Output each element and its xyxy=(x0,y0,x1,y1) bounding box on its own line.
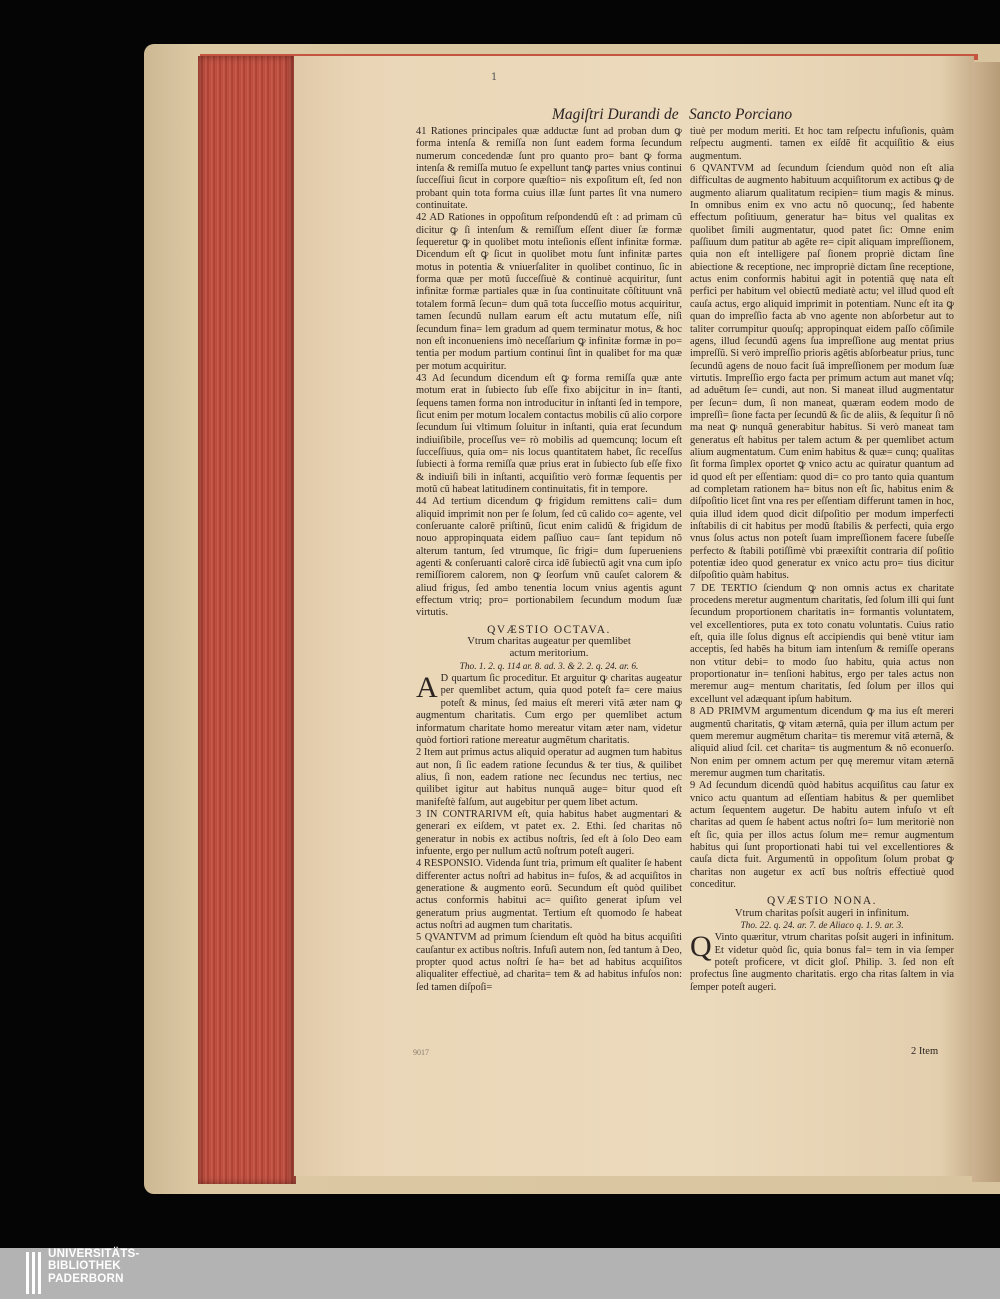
paragraph-43: 43 Ad ſecundum dicendum eſt ꝙ forma remiſſa quæ ante motum erat in ſubiecto ſub eſſe fixo abijcitur in in= ſtanti, ſequens tamen forma non introducitur in inſtanti ſed in tempore, ſicut enim per motum localem contactus mobilis cũ alio corpore ſecundum ſui vltimum ſoluitur in inſtanti, quia erat ſecundum indiuiſibile, proceſſus ve= rò mobilis ad quemcunq; locum eſt ſucceſſiuus, quia om= nis locus quantitatem habet, ſic receſſus ſubiecti à forma remiſſa quæ prius erat in ſubiecto ſub eſſe fixo & indiuiſi bili in inſtanti, acquiſitio verò formæ ſequentis per motũ cũ habeat latitudinem continuitatis, fit in tempore. xyxy=(416,372,682,495)
question-body: Q Vinto quæritur, vtrum charitas poſsit augeri in infinitum. Et videtur quòd ſic, quia bonus fal= tem in via ſemper poteſt proficere, vt dicit gloſ. Philip. 3. ſed non eſt profectus ſine augmento charitatis. ergo cha ritas ſaltem in via ſemper poteſt augeri. xyxy=(690,930,954,993)
question-body-5: 5 QVANTVM ad primum ſciendum eſt quòd ha bitus acquiſiti cauſantur ex actibus noſtris. Infuſi autem non, ſed tantum à Deo, propter quod actus noſtri ſe ha= bet ad habitus acquiſitos aliqualiter effectiuè, ad charita= tem & ad habitus infuſos non: ſed tamen diſpoſi= xyxy=(416,932,682,993)
right-text-column xyxy=(690,126,954,994)
library-name-line-1: UNIVERSITÄTS- xyxy=(48,1247,140,1260)
paragraph-44: 44 Ad tertium dicendum ꝙ frigidum remittens cali= dum aliquid imprimit non per ſe ſolum, ſed cũ calido co= agente, vel conſeruante calorẽ priſtinũ, ſicut enim calidũ & frigidum de nouo appropinquata eidem paſſiuo cau= ſant tepidum nõ alterum tantum, ſed vtrumque, ſic frigi= dum ſuperueniens agenti & conſeruanti calorẽ circa idẽ ſubiectũ agit vna cum ipſo remiſſiorem calorem, non ꝙ ſeorſum vnũ cauſet calorem & aliud frigus, ſed ambo tenentia locum vnius agentis agunt effectum vtriq; pro= portionabilem ſecundum modum ſuæ virtutis. xyxy=(416,496,682,619)
question-body-4: 4 RESPONSIO. Videnda ſunt tria, primum eſt qualiter ſe habent differenter actus noſtri ad habitus in= fuſos, & ad acquiſitos in generatione & augmento eorũ. Secundum eſt quòd quilibet actus conformis habitui ac= quiſito generat ipſum vel generatum prius augmentat. Tertium eſt quomodo ſe habeat actus noſtri ad augmen tum charitatis. xyxy=(416,858,682,931)
question-body-1: A D quartum ſic proceditur. Et arguitur ꝙ charitas augeatur per quemlibet actum, quia quod poteſt fa= cere maius poteſt & minus, ſed maius eſt mereri vitã æter nam ꝙ augmentum charitatis. Cum ergo per quemlibet actum informatum charitate homo mereatur vitam æter nam, videtur quòd fortiori ratione mereatur augmẽtum charitatis. xyxy=(416,671,682,746)
red-fore-edge xyxy=(198,56,296,1184)
question-body-2: 2 Item aut primus actus aliquid operatur ad augmen tum habitus aut non, ſi ſic eadem ratione ſecundus & ter tius, & quilibet alius, ſi non, eadem ratione nec ſecundus nec tertius, nec quilibet igitur aut habitus nunquã auge= bitur quod eſt manifeſtè falſum, aut augebitur per quem libet actum. xyxy=(416,747,682,808)
question-body-3: 3 IN CONTRARIVM eſt, quia habitus habet augmentari & generari ex eiſdem, vt patet ex. 2. Ethi. ſed charitas nõ generatur in nobis ex actibus noſtris, ſed eſt à ſolo Deo eam infuente, ergo per nullum actũ noſtrum poteſt augeri. xyxy=(416,808,682,857)
dropcap-letter: A xyxy=(416,671,438,705)
library-footer-bar xyxy=(0,1248,1000,1299)
library-name xyxy=(48,1248,140,1285)
paragraph-continuation: tiuè per modum meriti. Et hoc tam reſpectu infuſionis, quàm reſpectu augmenti. tamen ex eiſdẽ fit acquiſitio & eius augmentum. xyxy=(690,126,954,162)
paragraph-42: 42 AD Rationes in oppoſitum reſpondendũ eſt : ad primam cũ dicitur ꝙ ſi intenſum & remiſſum eſſent diuer ſæ formæ ſequeretur ꝙ in quolibet motu inteſionis eſſent infinitæ formæ. Dicendum eſt ꝙ ſicut in quolibet motu ſunt infinitæ partes motus in potentia & vniuerſaliter in quolibet continuo, ſic in forma quæ per motũ ſucceſſiuè & continuè acquiritur, ſunt infinitæ formæ partiales quæ in ſua continuitate cõſtituunt vnã totalem formã ſecun= dum quã tota ſucceſſio motus acquiritur, tamen ſecundũ nullam earum eſt actu mutatum eſſe, niſi ſecundum fina= lem gradum ad quem terminatur motus, & hoc non eſt inconueniens imò neceſſarium ꝙ infinitæ formæ in po= tentia per modum partium continui ſint in qualibet for ma quæ per motum acquiritur. xyxy=(416,212,682,372)
question-title: QVÆSTIO NONA. xyxy=(767,895,877,908)
folio-mark: 1 xyxy=(491,72,498,83)
paragraph-41: 41 Rationes principales quæ adductæ ſunt ad proban dum ꝙ forma intenſa & remiſſa non ſunt eadem forma ſecundum numerum concedendæ ſunt pro quanto pro= bant ꝙ forma intenſa & remiſſa mutuo ſe expellunt tanꝙ partes vnius continui ſucceſſiui ſicut in corpore quæſtio= nis expoſitum eſt, ſed non probant quin tota forma cuius illæ ſunt partes ſit vna numero continuitate. xyxy=(416,126,682,212)
question-octava-heading xyxy=(416,624,682,673)
question-reference: Tho. 1. 2. q. 114 ar. 8. ad. 3. & 2. 2. q. 24. ar. 6. xyxy=(459,661,639,672)
paragraph-7: 7 DE TERTIO ſciendum ꝙ non omnis actus ex charitate procedens meretur augmentum charitatis, ſed ſolum illi qui ſunt ſecundum proportionem charitatis in= formantis voluntatem, vel excellentiores, puta ex toto conatu voluntatis. Cuius ratio eſt, quia ille ſolus dignus eſt accipiendis qui benè vtitur iam acceptis, ſed habẽs ha bitum iam intenſum & remiſſe operans non vtitur debi= to modo ſuo habitu, quia actus non proportionatur in= tenſioni habitus, ergo per tales actus non meremur aug= mentum charitatis, ſed ſolum per illos qui excellunt vel adæquant ipſum habitum. xyxy=(690,582,954,705)
question-subtitle-1: Vtrum charitas augeatur per quemlibet xyxy=(467,636,631,648)
question-subtitle: Vtrum charitas poſsit augeri in infinitum. xyxy=(734,907,910,919)
question-reference: Tho. 22. q. 24. ar. 7. de Aliaco q. 1. 9. ar. 3. xyxy=(740,921,904,931)
question-nona-heading xyxy=(690,895,954,932)
running-head-right: Sancto Porciano xyxy=(689,106,793,123)
catchword: 2 Item xyxy=(911,1046,939,1057)
paragraph-9: 9 Ad ſecundum dicendũ quòd habitus acquiſitus cau ſatur ex vnico actu quantum ad eſſentiam habitus & per quemlibet actum ſequentem augetur. De habitu autem infuſo vt eſt charitas ad quem ſe habent actus noſtri ſo= lum meritoriè non eſt ſic, quia per illos actus ſolum me= remur augmentum habitus qui ſunt proportionati habi tui vel excellentiores & cauſa dicta fuit. Argumentũ in oppoſitum ſolum probat ꝙ charitas non augetur ex actĩ bus noſtris effectiuè quod conceditur. xyxy=(690,780,954,890)
library-name-line-2: BIBLIOTHEK xyxy=(48,1259,121,1273)
question-title: QVÆSTIO OCTAVA. xyxy=(487,623,611,636)
running-head-left: Magiſtri Durandi de xyxy=(552,106,679,123)
dropcap-letter: Q xyxy=(690,930,712,964)
paragraph-6: 6 QVANTVM ad ſecundum ſciendum quòd non eſt alia difficultas de augmento habituum acquiſitorum ex actibus ꝙ de augmento aliarum qualitatum recipien= tium magis & minus. In omnibus enim ex vno actu nõ quocunq;, ſed habente effectum poſitiuum, generatur ha= bitus vel qualitas ex quolibet ſimili augmentatur, quod patet ſic: Omne enim paſſiuum dum patitur ab agẽte re= cipit aliquam impreſſionem, quia non eſt intelligere paſ ſionem propriè dictam ſine abiectione & receptione, nec impropriè dictam ſine receptione, actus enim conformis habitui agit in potentiã quę nata eſt perfici per habitum vel obiectũ mediatè actu; vel illud quod eſt cauſa actus, ergo aliquid imprimit in potentiam. Nunc eſt ita ꝙ quan do impreſſio facta ab vno agente non abſorbetur aut to taliter corrumpitur quouſq; appropinquat eidem paſſo cõſimile agens, illud ſecundũ agens ſua impreſſione aug mentat prius impreſſũ. Si verò impreſſio prioris agẽtis abſorbeatur prius, tunc ſecundũ agens de nouo facit ſuã impreſſionem per modum ſuæ virtutis. Impreſſio ergo facta per primum actum aut manet vſq; ad aduẽtum ſe= cundi, aut non. Si maneat illud augmentatur per ſecun= dum, ſi non maneat, quæram eodem modo de impreſſi= ſione facta per ſecundũ & ſic de aliis, & ſequitur ſi nõ ma neat ꝙ nunquã generabitur habitus. Si verò maneat tam generatus eſt habitus per talem actum & per quemlibet actum alium augmentatum. Cum enim habitus & quæ= cunq; qualitas ſit forma ſimplex oportet ꝙ vnico actu ac quiratur quantum ad id quod eſt per eſſentiam: quod di= co pro tanto quia quantum ad completam rationem ha= bitus non eſt ſic, habitus enim & diſpoſitio licet ſint vna res per eſſentiam differunt tamen in hoc, quia illud idem quod dicit diſpoſitio per modum imperfecti inſtabilis di cit habitus per modũ ſtabilis & perfecti, quia ergo vnus ſolus actus non poteſt ſuam impreſſionem facere ſubeſſe perfecto & ſtabili potiſſimè vbi præexiſtit contraria diſ poſitio potentiæ ideo quod generatur ex vnico actu pro= tius dicitur diſpoſitio quàm habitus. xyxy=(690,163,954,582)
paragraph-8: 8 AD PRIMVM argumentum dicendum ꝙ ma ius eſt mereri augmentũ charitatis, ꝙ vitam æternã, quia per illum actum per quem meremur augmẽtum charita= tis meremur vitã æternã, & aliquid aliud ſcil. cet charita= tis augmentum & nõ econuerſo. Non enim per omnem actum per quę meremur vitam æternã meremur augmen tum charitatis. xyxy=(690,706,954,779)
faint-mark: 9017 xyxy=(413,1048,429,1057)
left-text-column xyxy=(416,126,682,994)
library-name-line-3: PADERBORN xyxy=(48,1271,124,1285)
facing-page-edge xyxy=(972,62,1000,1182)
question-subtitle-2: actum meritorium. xyxy=(509,648,589,660)
